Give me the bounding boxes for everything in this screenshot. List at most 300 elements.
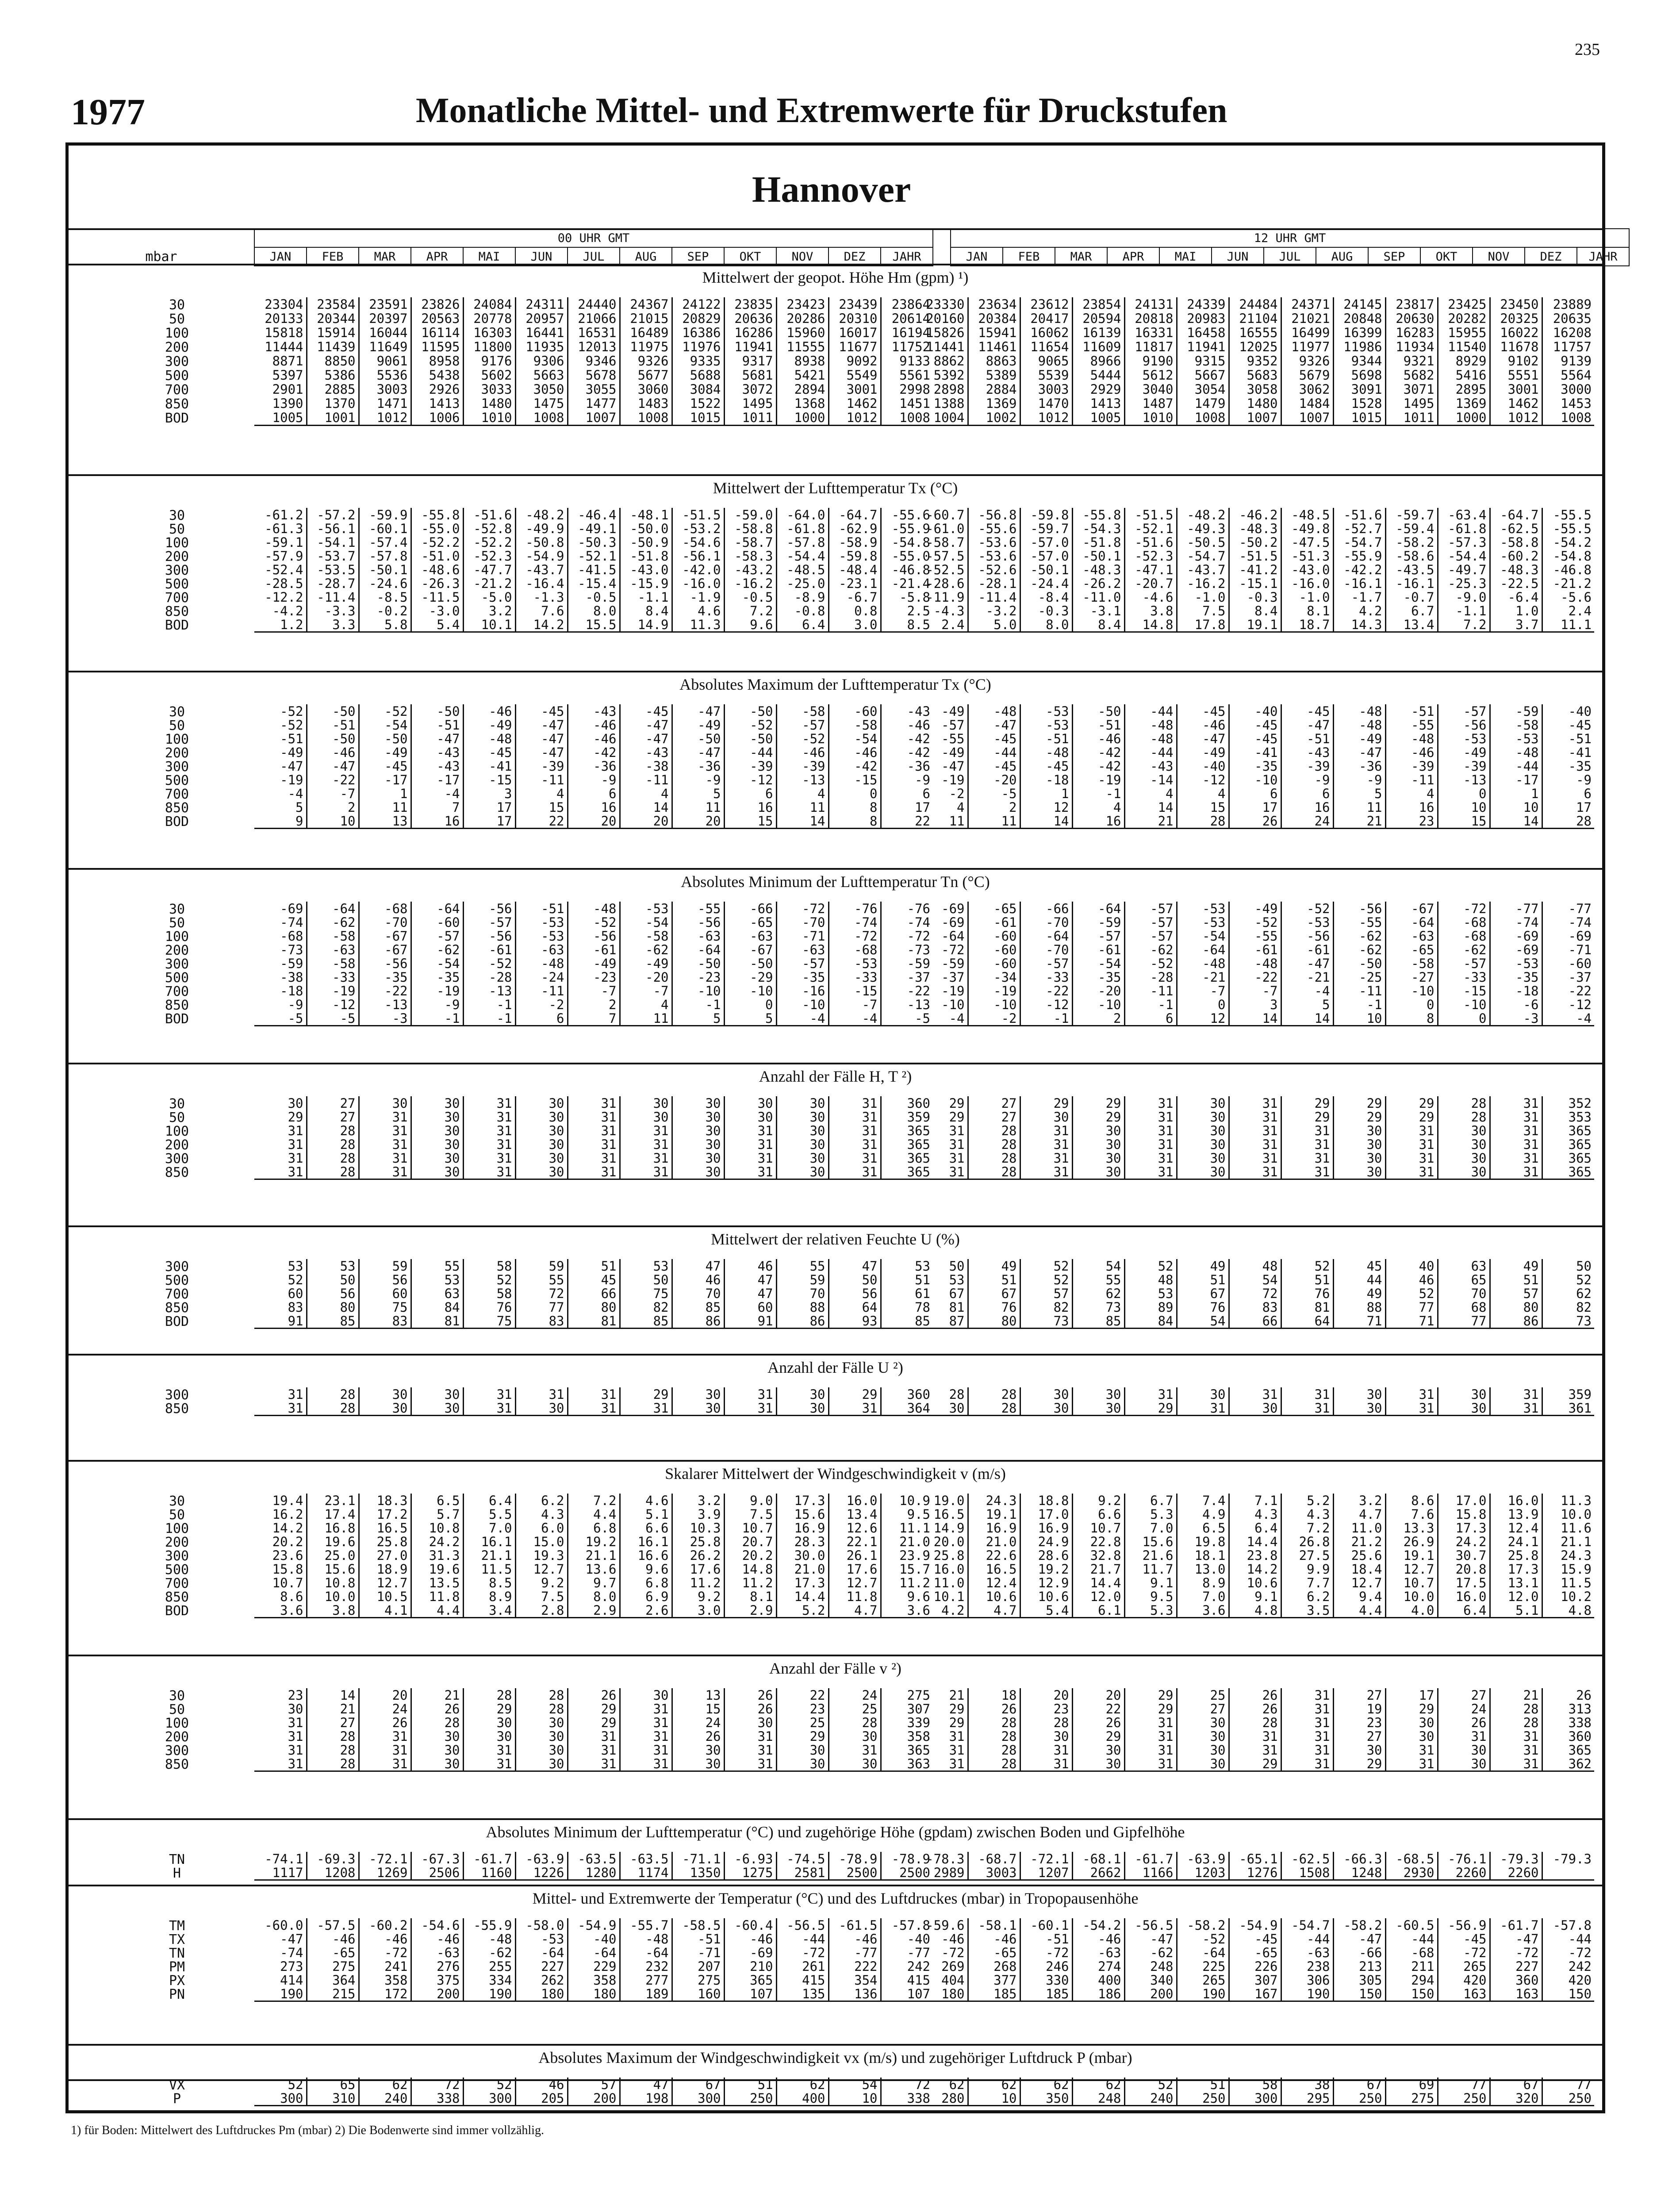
data-cell: -63.5 bbox=[620, 1852, 672, 1866]
data-cell: -52.6 bbox=[968, 563, 1020, 576]
data-cell: -44 bbox=[1385, 1932, 1438, 1946]
data-cell: -6.93 bbox=[724, 1852, 776, 1866]
level-label: PM bbox=[169, 1959, 185, 1975]
section-title: Absolutes Minimum der Lufttemperatur Tn (°C) bbox=[681, 873, 990, 891]
data-cell: 8.1 bbox=[724, 1590, 776, 1603]
data-cell: 91 bbox=[724, 1314, 776, 1329]
data-cell: -72 bbox=[1020, 1946, 1072, 1959]
level-label: 100 bbox=[165, 1521, 189, 1536]
data-cell: -12 bbox=[1177, 773, 1229, 787]
data-cell: -45 bbox=[1229, 1932, 1281, 1946]
data-cell: 23584 bbox=[307, 297, 359, 311]
table-row bbox=[254, 956, 933, 970]
data-cell: 26 bbox=[1438, 1716, 1490, 1729]
data-cell: 31 bbox=[463, 1757, 515, 1771]
data-cell: 5 bbox=[254, 800, 307, 814]
data-cell: 1008 bbox=[1177, 411, 1229, 426]
data-cell: 26 bbox=[1229, 814, 1281, 829]
data-cell: 18.9 bbox=[359, 1562, 411, 1576]
data-cell: -59.7 bbox=[1020, 522, 1072, 535]
data-cell: 0 bbox=[1177, 998, 1229, 1011]
data-cell: 3.6 bbox=[254, 1603, 307, 1618]
data-cell: 38 bbox=[1281, 2078, 1333, 2091]
data-cell: -64 bbox=[307, 902, 359, 915]
data-cell: 364 bbox=[307, 1973, 359, 1987]
data-cell: 7.0 bbox=[1177, 1590, 1229, 1603]
data-cell: 404 bbox=[916, 1973, 968, 1987]
level-label: 700 bbox=[165, 590, 189, 606]
data-cell: 31 bbox=[620, 1716, 672, 1729]
data-cell: 31 bbox=[1490, 1124, 1542, 1137]
data-cell: -1.1 bbox=[620, 590, 672, 604]
data-cell: -51 bbox=[672, 1932, 724, 1946]
data-cell: -62 bbox=[411, 943, 463, 956]
table-row bbox=[254, 1932, 933, 1946]
data-cell: 30 bbox=[1177, 1165, 1229, 1179]
data-cell: 1007 bbox=[568, 411, 620, 426]
data-cell: 28 bbox=[307, 1151, 359, 1165]
data-cell: 180 bbox=[568, 1987, 620, 2001]
data-cell: -59 bbox=[916, 956, 968, 970]
data-cell: 30 bbox=[776, 1110, 828, 1124]
month-header: JAN bbox=[951, 247, 1003, 266]
data-cell: 172 bbox=[359, 1987, 411, 2001]
data-cell: 2901 bbox=[254, 382, 307, 396]
data-cell: 16.0 bbox=[1490, 1494, 1542, 1507]
data-cell: -13 bbox=[359, 998, 411, 1011]
data-cell: -46 bbox=[568, 718, 620, 732]
data-cell: 11 bbox=[359, 800, 411, 814]
data-cell: 31 bbox=[568, 1387, 620, 1401]
data-cell: 350 bbox=[1020, 2091, 1072, 2106]
data-cell: 31 bbox=[254, 1387, 307, 1401]
data-cell: 28.3 bbox=[776, 1535, 828, 1548]
data-cell: 29 bbox=[1333, 1096, 1385, 1110]
data-cell: 1370 bbox=[307, 396, 359, 411]
data-cell: 30 bbox=[515, 1743, 568, 1757]
level-label: 300 bbox=[165, 563, 189, 578]
table-row bbox=[916, 1973, 1594, 1987]
data-cell: 28 bbox=[1542, 814, 1594, 829]
data-cell: 9.2 bbox=[1072, 1494, 1124, 1507]
data-cell: 28 bbox=[307, 1757, 359, 1771]
data-cell: -7 bbox=[828, 998, 881, 1011]
data-cell: -72 bbox=[916, 1946, 968, 1959]
data-cell: -21 bbox=[1177, 970, 1229, 984]
data-cell: 5677 bbox=[620, 368, 672, 382]
data-cell: 11.2 bbox=[899, 1576, 930, 1590]
data-cell: -51.5 bbox=[1229, 549, 1281, 563]
data-cell: 59 bbox=[515, 1259, 568, 1273]
data-cell: -61.0 bbox=[916, 522, 968, 535]
data-cell: 31 bbox=[1281, 1124, 1333, 1137]
data-cell: 24311 bbox=[515, 297, 568, 311]
data-cell: 12.0 bbox=[1072, 1590, 1124, 1603]
data-cell: 2506 bbox=[411, 1866, 463, 1880]
data-cell: 265 bbox=[1438, 1959, 1490, 1973]
data-cell: -0.5 bbox=[568, 590, 620, 604]
section-title: Mittelwert der geopot. Höhe Hm (gpm) ¹) bbox=[702, 269, 969, 286]
data-cell: -54.6 bbox=[411, 1918, 463, 1932]
data-cell: 30 bbox=[1177, 1110, 1229, 1124]
data-cell: 18.4 bbox=[1333, 1562, 1385, 1576]
data-cell: -69 bbox=[1490, 929, 1542, 943]
data-cell: 28 bbox=[968, 1387, 1020, 1401]
data-cell: -10 bbox=[916, 998, 968, 1011]
table-row bbox=[254, 915, 933, 929]
data-cell: 31 bbox=[1490, 1096, 1542, 1110]
data-cell: 16.2 bbox=[254, 1507, 307, 1521]
data-cell: 26 bbox=[1229, 1688, 1281, 1702]
data-cell: 31 bbox=[359, 1757, 411, 1771]
data-cell: -65 bbox=[968, 1946, 1020, 1959]
data-cell: -77 bbox=[907, 1946, 930, 1959]
data-cell: 20.2 bbox=[254, 1535, 307, 1548]
table-row bbox=[254, 1535, 933, 1548]
data-cell: 31 bbox=[254, 1137, 307, 1151]
data-cell: -45 bbox=[463, 745, 515, 759]
data-cell: -57 bbox=[1072, 929, 1124, 943]
data-cell: -61.8 bbox=[1438, 522, 1490, 535]
table-row bbox=[254, 1259, 933, 1273]
data-cell: 48 bbox=[1124, 1273, 1177, 1286]
data-cell: -1.1 bbox=[1438, 604, 1490, 618]
data-cell: -55.7 bbox=[620, 1918, 672, 1932]
data-cell: 49 bbox=[1490, 1259, 1542, 1273]
table-row bbox=[254, 732, 933, 745]
data-cell: -10 bbox=[776, 998, 828, 1011]
data-cell: -55 bbox=[1333, 915, 1385, 929]
data-cell: 31 bbox=[1124, 1137, 1177, 1151]
data-cell: 23 bbox=[776, 1702, 828, 1716]
table-row bbox=[916, 563, 1594, 576]
table-row bbox=[916, 1729, 1594, 1743]
data-cell: 11 bbox=[1333, 800, 1385, 814]
data-cell: -47.5 bbox=[1281, 535, 1333, 549]
table-row bbox=[254, 1548, 933, 1562]
data-cell: 91 bbox=[254, 1314, 307, 1329]
table-row bbox=[916, 1866, 1594, 1880]
level-label: 200 bbox=[165, 943, 189, 958]
month-header: NOV bbox=[776, 247, 828, 266]
data-cell: 14.4 bbox=[1229, 1535, 1281, 1548]
table-row bbox=[254, 1973, 933, 1987]
data-cell: 15826 bbox=[916, 326, 968, 340]
data-cell: 23835 bbox=[724, 297, 776, 311]
data-cell: 11800 bbox=[463, 340, 515, 354]
table-row bbox=[254, 1562, 933, 1576]
data-cell: 30 bbox=[828, 1757, 881, 1771]
data-cell: -42 bbox=[1072, 745, 1124, 759]
data-cell: 1207 bbox=[1020, 1866, 1072, 1880]
table-row bbox=[916, 1918, 1594, 1932]
data-cell: -19 bbox=[1072, 773, 1124, 787]
data-cell: -3.2 bbox=[968, 604, 1020, 618]
data-cell: -49 bbox=[1177, 745, 1229, 759]
data-cell: 30 bbox=[463, 1729, 515, 1743]
data-cell: 365 bbox=[907, 1137, 930, 1151]
data-cell: 29 bbox=[254, 1110, 307, 1124]
data-cell: 9 bbox=[254, 814, 307, 829]
data-cell: 190 bbox=[463, 1987, 515, 2001]
data-cell: 77 bbox=[1438, 2078, 1490, 2091]
data-cell: 20417 bbox=[1020, 311, 1072, 326]
data-cell: -63 bbox=[776, 943, 828, 956]
data-cell: -67 bbox=[359, 943, 411, 956]
data-cell: 52 bbox=[463, 1273, 515, 1286]
data-cell: 20.7 bbox=[724, 1535, 776, 1548]
data-cell: 1484 bbox=[1281, 396, 1333, 411]
data-cell: 8929 bbox=[1438, 354, 1490, 368]
data-cell: -54.4 bbox=[1438, 549, 1490, 563]
data-cell: 16 bbox=[1385, 800, 1438, 814]
data-cell: 30 bbox=[411, 1757, 463, 1771]
data-cell: 8.0 bbox=[1020, 618, 1072, 632]
data-cell: -40 bbox=[568, 1932, 620, 1946]
data-cell: -55 bbox=[672, 902, 724, 915]
table-row bbox=[916, 956, 1594, 970]
table-row bbox=[254, 1165, 933, 1179]
data-cell: 3.0 bbox=[828, 618, 881, 632]
data-cell: -44 bbox=[968, 745, 1020, 759]
data-cell: -52.4 bbox=[254, 563, 307, 576]
data-cell: 16062 bbox=[1020, 326, 1072, 340]
data-cell: 24339 bbox=[1177, 297, 1229, 311]
data-cell: -45 bbox=[1020, 759, 1072, 773]
data-cell: 6.5 bbox=[411, 1494, 463, 1507]
data-cell: -47 bbox=[672, 745, 724, 759]
data-cell: -22 bbox=[1229, 970, 1281, 984]
data-cell: 31 bbox=[1385, 1151, 1438, 1165]
data-cell: -46 bbox=[724, 1932, 776, 1946]
level-label: 100 bbox=[165, 732, 189, 747]
data-cell: -46 bbox=[1385, 745, 1438, 759]
data-cell: 30 bbox=[1438, 1743, 1490, 1757]
data-cell: -55.8 bbox=[1072, 508, 1124, 522]
gmt12-label: 12 UHR GMT bbox=[951, 229, 1629, 247]
table-row bbox=[916, 368, 1594, 382]
data-cell: 31 bbox=[1124, 1743, 1177, 1757]
data-cell: 53 bbox=[307, 1259, 359, 1273]
data-cell: 9065 bbox=[1020, 354, 1072, 368]
data-cell: 15 bbox=[724, 814, 776, 829]
data-cell: 6.2 bbox=[515, 1494, 568, 1507]
data-cell: 52 bbox=[1124, 2078, 1177, 2091]
data-cell: -42.0 bbox=[672, 563, 724, 576]
data-cell: -1.0 bbox=[1281, 590, 1333, 604]
data-cell: 20636 bbox=[724, 311, 776, 326]
data-cell: 5397 bbox=[254, 368, 307, 382]
data-cell: 8.0 bbox=[568, 1590, 620, 1603]
data-cell: -19 bbox=[916, 984, 968, 998]
data-cell: -67.3 bbox=[411, 1852, 463, 1866]
data-cell: -60 bbox=[411, 915, 463, 929]
data-cell: 242 bbox=[1568, 1959, 1592, 1973]
data-cell: -61.7 bbox=[1124, 1852, 1177, 1866]
data-cell: 9.7 bbox=[568, 1576, 620, 1590]
data-cell: -52.3 bbox=[1124, 549, 1177, 563]
data-cell: 19.2 bbox=[568, 1535, 620, 1548]
data-cell: 67 bbox=[1333, 2078, 1385, 2091]
data-cell: -48 bbox=[620, 1932, 672, 1946]
data-cell: 46 bbox=[724, 1259, 776, 1273]
data-cell: -55.9 bbox=[1333, 549, 1385, 563]
data-cell: 20384 bbox=[968, 311, 1020, 326]
data-cell: -16.1 bbox=[1333, 576, 1385, 590]
data-cell: -61.2 bbox=[254, 508, 307, 522]
level-label: 50 bbox=[169, 915, 185, 931]
data-cell: -16.2 bbox=[1177, 576, 1229, 590]
data-cell: -67 bbox=[1385, 902, 1438, 915]
data-cell: -62.9 bbox=[828, 522, 881, 535]
data-cell: 1011 bbox=[724, 411, 776, 426]
data-cell: 20397 bbox=[359, 311, 411, 326]
data-cell: -0.8 bbox=[776, 604, 828, 618]
data-cell: -55.6 bbox=[968, 522, 1020, 535]
data-cell: 20.8 bbox=[1438, 1562, 1490, 1576]
data-cell: 21 bbox=[1490, 1688, 1542, 1702]
data-cell: -44 bbox=[1124, 745, 1177, 759]
data-cell: 200 bbox=[1124, 1987, 1177, 2001]
data-cell: -56.5 bbox=[1124, 1918, 1177, 1932]
data-cell: -52 bbox=[1124, 956, 1177, 970]
section-title: Skalarer Mittelwert der Windgeschwindigkeit v (m/s) bbox=[665, 1465, 1006, 1482]
data-cell: 9326 bbox=[1281, 354, 1333, 368]
data-cell: 25 bbox=[828, 1702, 881, 1716]
data-cell: -78.9 bbox=[891, 1852, 930, 1866]
data-cell: 3050 bbox=[515, 382, 568, 396]
data-cell: 16.0 bbox=[828, 1494, 881, 1507]
data-cell: 2500 bbox=[828, 1866, 881, 1880]
data-cell: 30 bbox=[463, 1716, 515, 1729]
data-cell: 5681 bbox=[724, 368, 776, 382]
data-cell: 64 bbox=[828, 1300, 881, 1314]
data-cell: 12.4 bbox=[1490, 1521, 1542, 1535]
data-cell: -7 bbox=[1229, 984, 1281, 998]
data-cell: 334 bbox=[463, 1973, 515, 1987]
data-cell: 10 bbox=[968, 2091, 1020, 2106]
data-block bbox=[254, 1387, 933, 1416]
data-cell: 5549 bbox=[828, 368, 881, 382]
station-name: Hannover bbox=[752, 169, 911, 210]
data-cell: 6.2 bbox=[1281, 1590, 1333, 1603]
data-cell: 25.8 bbox=[1490, 1548, 1542, 1562]
data-cell: -52 bbox=[254, 718, 307, 732]
data-cell: 59 bbox=[359, 1259, 411, 1273]
data-cell: 62 bbox=[1072, 1286, 1124, 1300]
data-cell: 81 bbox=[411, 1314, 463, 1329]
data-cell: -49 bbox=[1229, 902, 1281, 915]
data-cell: 294 bbox=[1385, 1973, 1438, 1987]
level-label: 200 bbox=[165, 1729, 189, 1745]
data-cell: 31 bbox=[1385, 1757, 1438, 1771]
header-table bbox=[69, 228, 1630, 266]
table-row bbox=[254, 704, 933, 718]
data-cell: 13 bbox=[359, 814, 411, 829]
data-cell: -43.0 bbox=[620, 563, 672, 576]
data-cell: 31 bbox=[620, 1151, 672, 1165]
table-row bbox=[254, 1866, 933, 1880]
data-cell: -60 bbox=[968, 943, 1020, 956]
data-cell: 8 bbox=[1385, 1011, 1438, 1026]
data-cell: 3055 bbox=[568, 382, 620, 396]
data-cell: 353 bbox=[1568, 1110, 1592, 1124]
data-cell: 31 bbox=[1490, 1151, 1542, 1165]
data-cell: -47 bbox=[515, 745, 568, 759]
data-cell: -46 bbox=[568, 732, 620, 745]
data-cell: 27 bbox=[1177, 1702, 1229, 1716]
data-cell: 20614 bbox=[891, 311, 930, 326]
data-cell: 31 bbox=[1385, 1124, 1438, 1137]
table-row bbox=[916, 1165, 1594, 1179]
data-cell: 15818 bbox=[254, 326, 307, 340]
data-cell: 17.5 bbox=[1438, 1576, 1490, 1590]
data-cell: -78.3 bbox=[916, 1852, 968, 1866]
data-cell: -20 bbox=[1072, 984, 1124, 998]
data-cell: 215 bbox=[307, 1987, 359, 2001]
data-cell: 31 bbox=[1229, 1165, 1281, 1179]
data-cell: 31 bbox=[254, 1716, 307, 1729]
data-cell: -8.5 bbox=[359, 590, 411, 604]
data-cell: 4.3 bbox=[1281, 1507, 1333, 1521]
table-row bbox=[254, 340, 933, 354]
data-cell: -72.1 bbox=[359, 1852, 411, 1866]
data-cell: 9133 bbox=[899, 354, 930, 368]
data-cell: -76 bbox=[828, 902, 881, 915]
data-cell: 18 bbox=[968, 1688, 1020, 1702]
data-cell: 24.1 bbox=[1490, 1535, 1542, 1548]
data-cell: -50 bbox=[307, 704, 359, 718]
data-cell: 3.0 bbox=[672, 1603, 724, 1618]
data-cell: 7.2 bbox=[1281, 1521, 1333, 1535]
data-cell: -53.2 bbox=[672, 522, 724, 535]
data-cell: -29 bbox=[724, 970, 776, 984]
data-cell: 17.4 bbox=[307, 1507, 359, 1521]
data-cell: -50.8 bbox=[515, 535, 568, 549]
data-cell: 8850 bbox=[307, 354, 359, 368]
data-cell: 26.8 bbox=[1281, 1535, 1333, 1548]
data-cell: 89 bbox=[1124, 1300, 1177, 1314]
data-cell: 4.4 bbox=[568, 1507, 620, 1521]
data-cell: -58.1 bbox=[968, 1918, 1020, 1932]
data-cell: -54 bbox=[359, 718, 411, 732]
data-cell: -39 bbox=[1385, 759, 1438, 773]
data-cell: 28 bbox=[828, 1716, 881, 1729]
data-cell: -51 bbox=[1385, 704, 1438, 718]
data-cell: -59.0 bbox=[724, 508, 776, 522]
data-cell: 22 bbox=[515, 814, 568, 829]
data-cell: 3.4 bbox=[463, 1603, 515, 1618]
data-cell: -15.1 bbox=[1229, 576, 1281, 590]
data-cell: 5.4 bbox=[411, 618, 463, 632]
table-row bbox=[916, 718, 1594, 732]
data-cell: 40 bbox=[1385, 1259, 1438, 1273]
data-cell: -49 bbox=[359, 745, 411, 759]
data-cell: -78.9 bbox=[828, 1852, 881, 1866]
data-cell: -47 bbox=[620, 718, 672, 732]
data-cell: 15 bbox=[672, 1702, 724, 1716]
data-cell: -60.1 bbox=[359, 522, 411, 535]
data-cell: 226 bbox=[1229, 1959, 1281, 1973]
data-cell: -54 bbox=[1177, 929, 1229, 943]
data-cell: 30 bbox=[1177, 1096, 1229, 1110]
data-cell: 8.4 bbox=[1229, 604, 1281, 618]
data-cell: 20 bbox=[672, 814, 724, 829]
data-cell: -55 bbox=[916, 732, 968, 745]
data-block bbox=[916, 1096, 1594, 1180]
data-cell: 31 bbox=[1490, 1137, 1542, 1151]
data-cell: -60 bbox=[968, 929, 1020, 943]
